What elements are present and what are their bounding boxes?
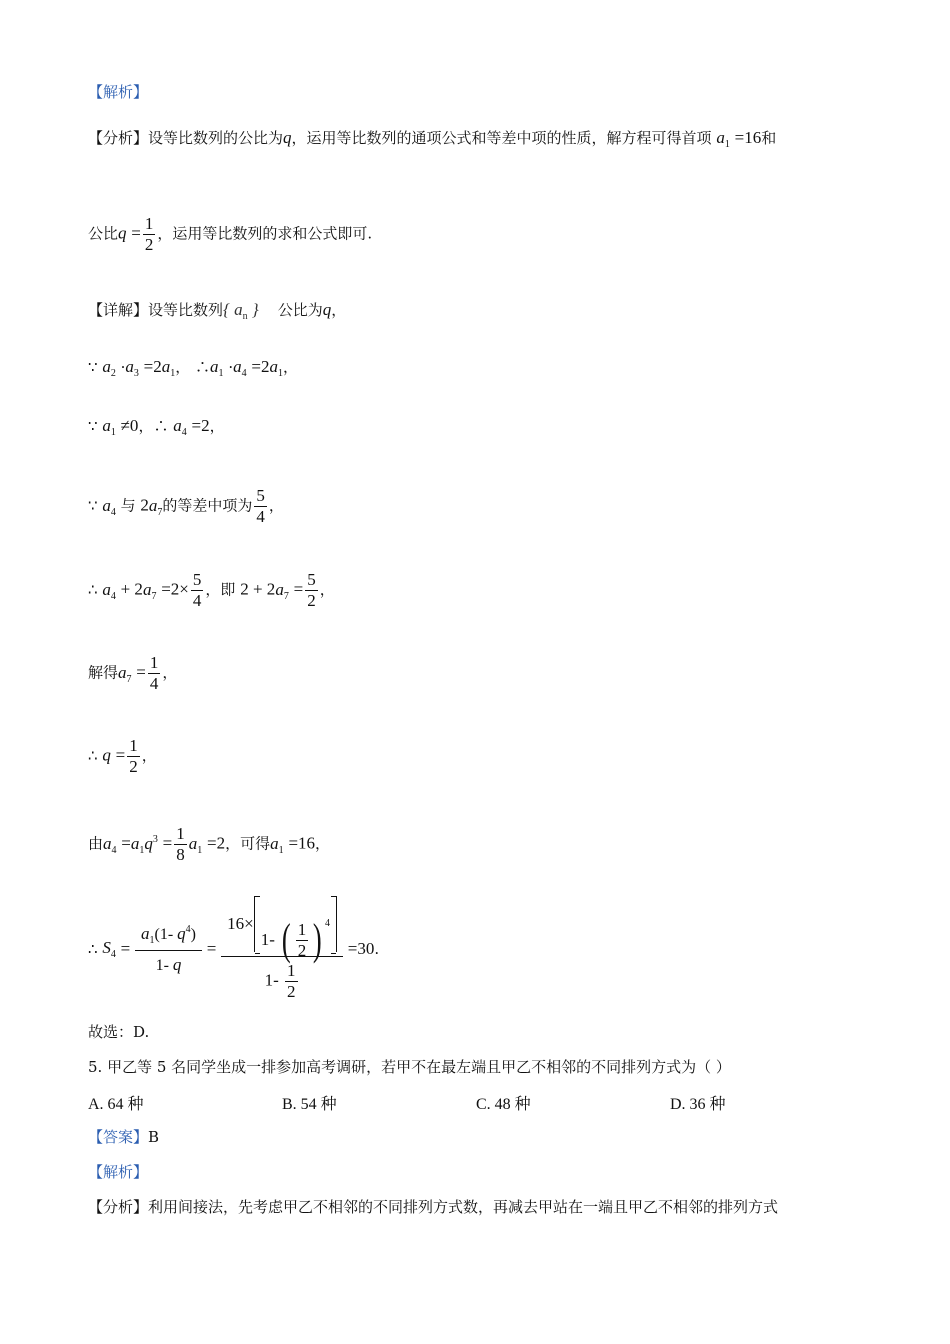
option-a: A. 64 种 bbox=[88, 1096, 144, 1113]
option-c: C. 48 种 bbox=[476, 1096, 531, 1113]
step-6: ∴ q = $\frac{1}{2}$ ， bbox=[88, 736, 157, 776]
detail-intro: 【详解】设等比数列{ $a_n$ } 公比为q， bbox=[88, 300, 347, 322]
jiexi-tag: 【解析】 bbox=[88, 83, 149, 101]
daan-tag: 【答案】 bbox=[88, 1128, 149, 1146]
analysis-q5: 【分析】利用间接法，先考虑甲乙不相邻的不同排列方式数，再减去甲站在一端且甲乙不相邻的排列方式 bbox=[88, 1198, 779, 1216]
options-row bbox=[88, 1091, 868, 1113]
step-2: ∵ $a_1 \ne 0$，∴ $a_4 =2$， bbox=[88, 416, 225, 438]
step-5: 解得$a_7$ = $\frac{1}{4}$ ， bbox=[88, 653, 178, 693]
fenxi-tag: 【分析】 bbox=[88, 129, 149, 147]
step-7: 由$a_4 =a_1q^3$ = $\frac{1}{8}$ $a_1 =2$，可得$a_1 =16$， bbox=[88, 824, 331, 864]
step-4: ∴ $a_4 + 2a_7 =2\times$ $\frac{5}{4}$ ，即 $2 + 2a_7$ = $\frac{5}{2}$ ， bbox=[88, 570, 335, 610]
analysis-line-2: 公比q = $\frac{1}{2}$ ，运用等比数列的求和公式即可. bbox=[88, 214, 373, 254]
step-8: ∴ $S_4$ = $\frac{a_1(1- q^4)}{1- q}$ = 16×1- ( $\frac{1}{2}$ ) $^4$ 1- $\frac{1}{2}$ =30. bbox=[88, 896, 379, 1002]
xiangjie-tag: 【详解】 bbox=[88, 301, 149, 319]
fenxi-tag-2: 【分析】 bbox=[88, 1198, 149, 1216]
jiexi-tag-2: 【解析】 bbox=[88, 1163, 149, 1181]
analysis-line-1: 【分析】设等比数列的公比为q，运用等比数列的通项公式和等差中项的性质，解方程可得首项 $a_1 =16$和 bbox=[88, 128, 777, 150]
option-d: D. 36 种 bbox=[670, 1096, 726, 1113]
final-choice: 故选：D. bbox=[88, 1023, 150, 1041]
step-1: ∵ $a_2 \cdot a_3 =2a_1$， $\therefore a_1 \cdot a_4 =2a_1$， bbox=[88, 357, 298, 379]
option-b: B. 54 种 bbox=[282, 1096, 337, 1113]
answer-line: 【答案】B bbox=[88, 1128, 160, 1146]
question-5: 5. 甲乙等 5 名同学坐成一排参加高考调研，若甲不在最左端且甲乙不相邻的不同排列方式为（ ） bbox=[88, 1058, 731, 1076]
step-3: ∵ $a_4$ 与 $2a_7$的等差中项为 $\frac{5}{4}$ ， bbox=[88, 486, 284, 526]
